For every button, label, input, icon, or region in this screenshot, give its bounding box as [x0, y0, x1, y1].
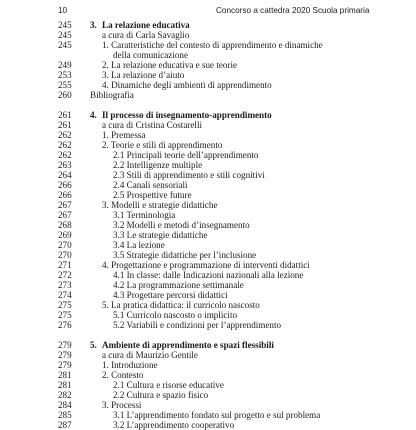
toc-entry[interactable]: [0, 210, 416, 220]
entry-page-number: 274: [58, 290, 72, 300]
entry-title: 2. La relazione educativa e sue teorie: [102, 60, 238, 70]
toc-section: [0, 110, 416, 330]
entry-title: 2.1 Cultura e risorse educative: [113, 380, 224, 390]
entry-page-number: 266: [58, 190, 72, 200]
entry-title: Bibliografia: [90, 90, 134, 100]
entry-title: 1. Caratteristiche del contesto di apprendimento e dinamiche: [102, 40, 323, 50]
section-heading[interactable]: [0, 110, 416, 120]
running-title: Concorso a cattedra 2020 Scuola primaria: [216, 6, 370, 15]
toc-entry[interactable]: [0, 390, 416, 400]
entry-title: 5.2 Variabili e condizioni per l’apprendimento: [113, 320, 282, 330]
toc-entry[interactable]: [0, 160, 416, 170]
entry-page-number: 271: [58, 260, 72, 270]
section-title-line: [90, 20, 190, 30]
toc-entry[interactable]: [0, 170, 416, 180]
entry-title: 3. Modelli e strategie didattiche: [102, 200, 218, 210]
section-author-line: [0, 350, 416, 360]
entry-page-number: 285: [58, 410, 72, 420]
entry-title: 3.1 L’apprendimento fondato sul progetto e sul problema: [113, 410, 321, 420]
entry-title: 3.4 La lezione: [113, 240, 165, 250]
entry-page-number: 255: [58, 80, 72, 90]
toc-entry[interactable]: [0, 200, 416, 210]
entry-title: 2.4 Canali sensoriali: [113, 180, 188, 190]
entry-page-number: 267: [58, 200, 72, 210]
entry-title: 3. La relazione d’aiuto: [102, 70, 185, 80]
entry-page-number: 263: [58, 160, 72, 170]
entry-title: 4.1 In classe: dalle Indicazioni nazionali alla lezione: [113, 270, 304, 280]
toc-entry[interactable]: [0, 240, 416, 250]
entry-page-number: 275: [58, 310, 72, 320]
toc-entry[interactable]: [0, 150, 416, 160]
entry-title: 3.2 L’apprendimento cooperativo: [113, 420, 235, 430]
entry-page-number: 272: [58, 270, 72, 280]
section-author: a cura di Maurizio Gentile: [102, 350, 198, 360]
entry-page-number: 281: [58, 380, 72, 390]
entry-page-number: 260: [58, 90, 72, 100]
entry-page-number: 279: [58, 360, 72, 370]
section-author-line: [0, 30, 416, 40]
toc-section: [0, 20, 416, 100]
entry-title: 2.2 Intelligenze multiple: [113, 160, 203, 170]
section-number: 3.: [90, 20, 97, 30]
entry-page-number: 264: [58, 170, 72, 180]
entry-page-number: 276: [58, 320, 72, 330]
section-gap: [0, 100, 416, 110]
toc-entry[interactable]: [0, 310, 416, 320]
entry-title: 3.5 Strategie didattiche per l’inclusione: [113, 250, 257, 260]
entry-title: 2.1 Principali teorie dell’apprendimento: [113, 150, 259, 160]
toc-entry[interactable]: [0, 360, 416, 370]
entry-page-number: 262: [58, 150, 72, 160]
page-number: 10: [58, 6, 68, 15]
toc-entry[interactable]: [0, 420, 416, 430]
section-title: Il processo di insegnamento-apprendimento: [102, 110, 272, 120]
toc-entry[interactable]: [0, 280, 416, 290]
entry-title: 2.3 Stili di apprendimento e stili cognitivi: [113, 170, 265, 180]
entry-title: 3.3 Le strategie didattiche: [113, 230, 208, 240]
entry-title: 5.1 Curricolo nascosto o implicito: [113, 310, 238, 320]
section-page-number: 261: [58, 110, 72, 120]
entry-title: 3.2 Modelli e metodi d’insegnamento: [113, 220, 250, 230]
entry-page-number: 281: [58, 370, 72, 380]
author-page-number: 279: [58, 350, 72, 360]
toc-entry[interactable]: [0, 290, 416, 300]
entry-page-number: 275: [58, 300, 72, 310]
section-author-line: [0, 120, 416, 130]
toc-entry[interactable]: [0, 90, 416, 100]
toc-entry[interactable]: [0, 300, 416, 310]
section-page-number: 245: [58, 20, 72, 30]
entry-title: 4. Dinamiche degli ambienti di apprendimento: [102, 80, 272, 90]
entry-page-number: 266: [58, 180, 72, 190]
section-number: 5.: [90, 340, 97, 350]
section-title: Ambiente di apprendimento e spazi flessibili: [102, 340, 274, 350]
toc-entry[interactable]: [0, 250, 416, 260]
entry-title: 3.1 Terminologia: [113, 210, 176, 220]
toc-entry[interactable]: [0, 50, 416, 60]
toc-entry[interactable]: [0, 370, 416, 380]
entry-page-number: 273: [58, 280, 72, 290]
entry-page-number: 267: [58, 210, 72, 220]
section-author: a cura di Cristina Costarelli: [102, 120, 203, 130]
toc-entry[interactable]: [0, 400, 416, 410]
section-title: La relazione educativa: [102, 20, 190, 30]
entry-page-number: 249: [58, 60, 72, 70]
entry-title: 3. Processi: [102, 400, 142, 410]
section-heading[interactable]: [0, 20, 416, 30]
entry-page-number: 270: [58, 240, 72, 250]
section-number: 4.: [90, 110, 97, 120]
entry-page-number: 287: [58, 420, 72, 430]
entry-page-number: 268: [58, 220, 72, 230]
toc-entry[interactable]: [0, 60, 416, 70]
entry-title: 1. Introduzione: [102, 360, 158, 370]
section-page-number: 279: [58, 340, 72, 350]
author-page-number: 245: [58, 30, 72, 40]
entry-title: 4.3 Progettare percorsi didattici: [113, 290, 228, 300]
entry-title: 1. Premessa: [102, 130, 146, 140]
entry-page-number: 245: [58, 40, 72, 50]
entry-page-number: 284: [58, 400, 72, 410]
entry-title: 4.2 La programmazione settimanale: [113, 280, 244, 290]
entry-page-number: 253: [58, 70, 72, 80]
entry-page-number: 262: [58, 140, 72, 150]
section-heading[interactable]: [0, 340, 416, 350]
toc-entry[interactable]: [0, 320, 416, 330]
section-title-line: [90, 340, 274, 350]
entry-title: 2. Contesto: [102, 370, 144, 380]
entry-title: 5. La pratica didattica: il curricolo nascosto: [102, 300, 260, 310]
toc-entry[interactable]: [0, 40, 416, 50]
toc-entry[interactable]: [0, 410, 416, 420]
toc-entry[interactable]: [0, 220, 416, 230]
toc-entry[interactable]: [0, 140, 416, 150]
toc-entry[interactable]: [0, 130, 416, 140]
section-author: a cura di Carla Savaglio: [102, 30, 190, 40]
entry-title: 2.5 Prospettive future: [113, 190, 192, 200]
toc-entry[interactable]: [0, 80, 416, 90]
section-title-line: [90, 110, 272, 120]
entry-page-number: 269: [58, 230, 72, 240]
page-header: [0, 6, 416, 18]
entry-title: 2. Teorie e stili di apprendimento: [102, 140, 223, 150]
entry-page-number: 262: [58, 130, 72, 140]
toc-entry[interactable]: [0, 380, 416, 390]
toc-entry[interactable]: [0, 70, 416, 80]
toc-entry[interactable]: [0, 190, 416, 200]
entry-page-number: 282: [58, 390, 72, 400]
entry-title: 4. Progettazione e programmazione di interventi didattici: [102, 260, 310, 270]
section-gap: [0, 330, 416, 340]
table-of-contents: [0, 20, 416, 430]
toc-entry[interactable]: [0, 180, 416, 190]
toc-entry[interactable]: [0, 270, 416, 280]
toc-entry[interactable]: [0, 260, 416, 270]
toc-entry[interactable]: [0, 230, 416, 240]
author-page-number: 261: [58, 120, 72, 130]
entry-title: della comunicazione: [113, 50, 188, 60]
toc-section: [0, 340, 416, 430]
entry-title: 2.2 Cultura e spazio fisico: [113, 390, 209, 400]
entry-page-number: 270: [58, 250, 72, 260]
